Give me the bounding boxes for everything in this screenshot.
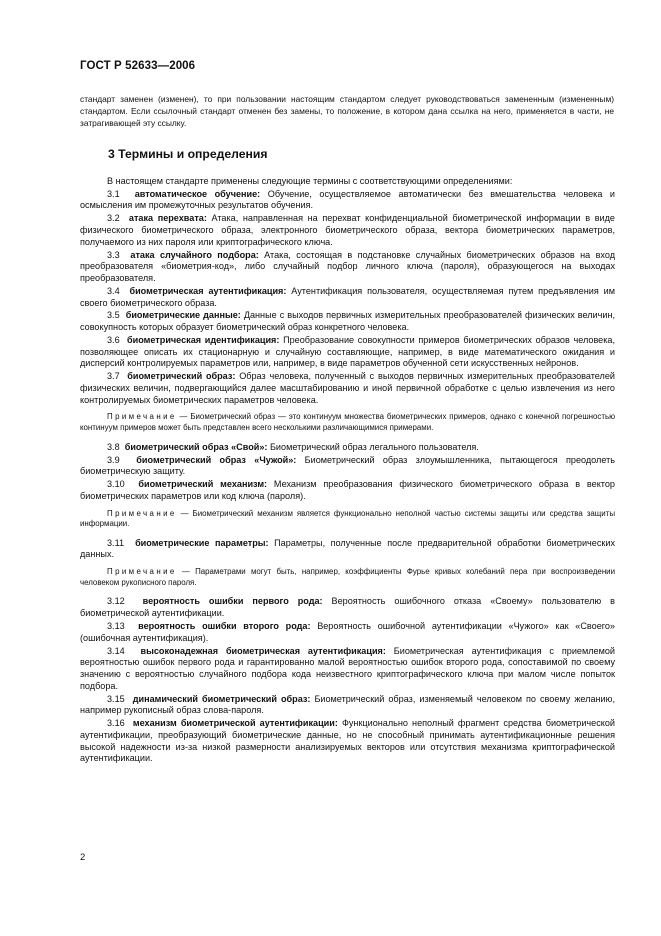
note-label: Примечание [107,567,177,577]
term-name: биометрический механизм: [138,479,268,490]
note-text: — Параметрами могут быть, например, коэффициенты Фурье кривых колебаний пера при воспроизведении человеком рукописного пароля. [80,567,615,587]
term-number: 3.1 [107,188,120,199]
term-number: 3.16 [107,718,125,729]
term-definition: Преобразование совокупности примеров биометрических образов человека, позволяющее описать их стационарную и случайную составляющие, например, в виде математического ожидания и дисперсий контролируемых параметров или, например, в виде параметров обученной сети искусственных нейронов. [80,335,615,369]
term-definition: Биометрический образ легального пользователя. [267,441,479,452]
term-name: вероятность ошибки первого рода: [142,596,323,607]
document-header: ГОСТ Р 52633—2006 [80,60,196,72]
term-entry-3-16 [80,718,615,765]
note-label: Примечание [107,508,177,518]
term-definition: Биометрический образ злоумышленника, пытающегося преодолеть биометрическую защиту. [80,454,615,477]
note-after-3-7 [80,412,615,433]
term-number: 3.3 [107,249,120,260]
term-number: 3.7 [107,371,120,382]
term-entry-3-15 [80,694,615,717]
term-definition: Параметры, полученные после предварительной обработки биометрических данных. [80,537,615,560]
note-after-3-10 [80,509,615,530]
term-number: 3.5 [107,310,120,321]
term-name: биометрический образ: [127,371,236,382]
term-definition: Механизм преобразования физического биометрического образа в вектор биометрических параметров или код ключа (пароля). [80,479,615,501]
term-entry-3-10 [80,479,615,502]
term-name: биометрический образ «Чужой»: [136,454,297,465]
page-number: 2 [80,852,86,863]
term-name: вероятность ошибки второго рода: [138,620,311,631]
term-definition: Вероятность ошибочной аутентификации «Чужого» как «Своего» (ошибочная аутентификация). [80,620,615,643]
term-entry-3-4 [80,286,615,309]
term-name: биометрическая идентификация: [127,335,280,346]
term-name: биометрическая аутентификация: [129,285,287,296]
term-name: биометрические данные: [125,310,241,321]
term-definition: Образ человека, полученный с выходов первичных измерительных преобразователей физических величин, подвергающийся далее масштабированию и иной первичной обработке с целью извлечения из него контролируемых биометрических параметров человека. [80,371,615,405]
intro-text: стандарт заменен (изменен), то при пользовании настоящим стандартом следует руководствоваться замененным (измененным) стандартом. Если ссылочный стандарт отменен без замены, то положение, в котором дана ссылка на него, применяется в части, не затрагивающей эту ссылку. [80,94,614,128]
note-text: — Биометрический образ — это континуум множества биометрических примеров, однако с конечной погрешностью континуум примеров может быть представлен всего несколькими различающимися примерами. [80,412,615,433]
term-name: биометрические параметры: [135,537,269,548]
note-after-3-11 [80,567,615,588]
term-number: 3.12 [107,596,125,607]
term-number: 3.11 [107,537,125,548]
term-entry-3-11 [80,538,615,561]
term-entry-3-2 [80,213,615,248]
term-name: атака перехвата: [128,213,207,224]
term-entry-3-1 [80,189,615,212]
term-definition: Атака, направленная на перехват конфиденциальной биометрической информации в виде физического биометрического образа, электронного биометрического образа, вектора биометрических параметров, получаемого из них пароля или криптографического ключа. [80,213,615,247]
term-number: 3.6 [107,335,120,346]
term-entry-3-14 [80,646,615,693]
term-number: 3.2 [107,213,120,224]
term-number: 3.14 [107,645,125,656]
term-name: автоматическое обучение: [134,188,261,199]
term-entry-3-5 [80,310,615,333]
lead-paragraph: В настоящем стандарте применены следующие термины с соответствующими определениями: [107,176,513,186]
term-entry-3-8 [80,442,615,454]
term-name: биометрический образ «Свой»: [124,441,268,452]
term-name: динамический биометрический образ: [132,693,311,704]
term-number: 3.15 [107,693,125,704]
term-name: механизм биометрической аутентификации: [132,718,338,729]
note-label: Примечание [107,412,177,422]
term-number: 3.8 [107,441,120,452]
term-number: 3.10 [107,479,125,490]
term-entry-3-13 [80,621,615,644]
term-entry-3-6 [80,335,615,370]
term-definition: Аутентификация пользователя, осуществляемая путем предъявления им своего биометрического образа. [80,285,615,308]
term-definition: Атака, состоящая в подстановке случайных биометрических образов на вход преобразователя «биометрия-код», либо случайный подбор личного ключа (пароля), образующегося на выходах преобразователя. [80,249,616,283]
term-name: высоконадежная биометрическая аутентификация: [140,645,386,656]
term-definition: Функционально неполный фрагмент средства биометрической аутентификации, преобразующий биометрические данные, но не способный принимать аутентификационные решения высокой надежности из-за низкой размерности анализируемых векторов или отсутствия механизма криптографической аутентификации. [80,718,615,764]
term-definition: Биометрическая аутентификация с приемлемой вероятностью ошибок первого рода и гарантированно малой вероятностью ошибок второго рода, сопоставимой по своему значению с вероятностью случайного подбора кода неизвестного криптографического ключа при малом числе попыток подбора. [80,645,615,691]
note-text: — Биометрический механизм является функционально неполной частью системы защиты или средства защиты информации. [80,508,615,529]
section-title: 3 Термины и определения [108,147,268,161]
terms-body [80,176,615,766]
term-entry-3-12 [80,596,615,619]
term-number: 3.9 [107,454,120,465]
term-definition: Обучение, осуществляемое автоматически без вмешательства человека и осмысления им промежуточных результатов обучения. [80,188,615,211]
intro-paragraph [80,94,614,130]
term-definition: Вероятность ошибочного отказа «Своему» пользователю в биометрической аутентификации. [80,596,615,619]
term-definition: Биометрический образ, изменяемый человеком по своему желанию, например рукописный образ слова-пароля. [80,693,615,716]
term-entry-3-7 [80,371,615,406]
term-definition: Данные с выходов первичных измерительных преобразователей физических величин, совокупность которых образует биометрический образ конкретного человека. [80,310,616,333]
term-name: атака случайного подбора: [130,249,259,260]
term-entry-3-9 [80,455,615,478]
term-number: 3.4 [107,285,120,296]
term-entry-3-3 [80,250,615,285]
term-number: 3.13 [107,620,125,631]
